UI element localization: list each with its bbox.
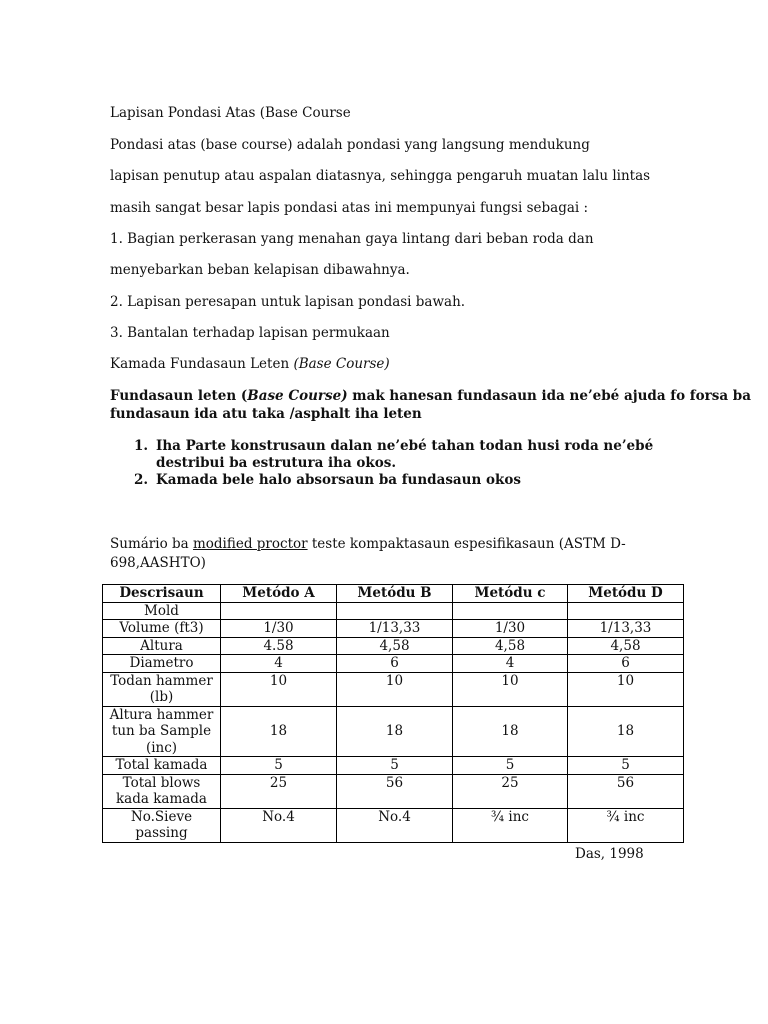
paragraph-line: 2. Lapisan peresapan untuk lapisan pondasi bawah. [110,294,466,310]
table-cell: 10 [337,672,453,706]
table-cell: 25 [221,774,337,808]
list-item [134,438,694,472]
table-cell: 18 [337,706,453,757]
bold-paragraph-line-1 [110,388,751,404]
table-cell: 56 [337,774,453,808]
table-cell: Todan hammer (lb) [103,672,221,706]
table-cell: ¾ inc [568,808,684,842]
bold-para-pre: Fundasaun leten ( [110,388,248,404]
paragraph-line: 3. Bantalan terhadap lapisan permukaan [110,325,390,341]
paragraph-line: menyebarkan beban kelapisan dibawahnya. [110,262,410,278]
table-cell: 5 [568,757,684,775]
table-cell: 10 [453,672,568,706]
table-cell: 4,58 [453,637,568,655]
table-cell: 6 [568,655,684,673]
source-citation: Das, 1998 [575,846,644,862]
paragraph-line: lapisan penutup atau aspalan diatasnya, sehingga pengaruh muatan lalu lintas [110,168,651,184]
table-cell: 1/30 [221,620,337,638]
table-cell [453,602,568,620]
table-cell: Altura [103,637,221,655]
table-cell: No.Sieve passing [103,808,221,842]
table-cell: 4,58 [568,637,684,655]
bold-para-rest: mak hanesan fundasaun ida ne’ebé ajuda fo forsa ba [347,388,751,404]
summary-post: teste kompaktasaun espesifikasaun (ASTM D- [307,536,626,552]
table-row [103,706,684,757]
table-cell [221,602,337,620]
tetum-heading [110,356,390,372]
table-row [103,637,684,655]
table-cell: 1/30 [453,620,568,638]
table-cell: No.4 [337,808,453,842]
table-cell: 6 [337,655,453,673]
table-cell: 1/13,33 [337,620,453,638]
paragraph-line: masih sangat besar lapis pondasi atas ini mempunyai fungsi sebagai : [110,200,589,216]
table-cell: 18 [568,706,684,757]
table-cell: Diametro [103,655,221,673]
proctor-test-table [102,584,684,843]
table-cell: 4 [453,655,568,673]
table-header-cell: Metódo A [221,585,337,603]
table-cell: 5 [453,757,568,775]
table-cell: 4.58 [221,637,337,655]
table-header-cell: Metódu B [337,585,453,603]
table-cell: Altura hammer tun ba Sample (inc) [103,706,221,757]
list-item-text: Kamada bele halo absorsaun ba fundasaun okos [156,472,521,488]
table-cell: 25 [453,774,568,808]
numbered-list [134,438,694,489]
table-cell: Total kamada [103,757,221,775]
table-cell: No.4 [221,808,337,842]
table-row [103,757,684,775]
table-row [103,672,684,706]
table-cell: 18 [453,706,568,757]
table-cell: 4,58 [337,637,453,655]
table-row [103,655,684,673]
bold-paragraph-line-2: fundasaun ida atu taka /asphalt iha leten [110,406,422,422]
list-item [134,472,694,489]
bold-para-italic: Base Course) [247,388,348,404]
table-header-row [103,585,684,603]
table-cell: 10 [221,672,337,706]
table-cell: 18 [221,706,337,757]
list-item-text: Iha Parte konstrusaun dalan ne’ebé tahan todan husi roda ne’ebé destribui ba estrutura iha okos. [156,438,654,471]
document-heading: Lapisan Pondasi Atas (Base Course [110,105,351,121]
paragraph-line: 1. Bagian perkerasan yang menahan gaya lintang dari beban roda dan [110,231,594,247]
summary-pre: Sumário ba [110,536,193,552]
table-header-cell: Metódu D [568,585,684,603]
list-item-number: 2. [134,472,149,488]
table-cell: 1/13,33 [568,620,684,638]
table-cell: Mold [103,602,221,620]
table-cell: Total blows kada kamada [103,774,221,808]
table-cell: 5 [221,757,337,775]
table-cell: 4 [221,655,337,673]
table-cell: ¾ inc [453,808,568,842]
paragraph-line: Pondasi atas (base course) adalah pondasi yang langsung mendukung [110,137,590,153]
table-row [103,808,684,842]
table-cell: 56 [568,774,684,808]
table-header-cell: Descrisaun [103,585,221,603]
table-header-cell: Metódu c [453,585,568,603]
table-row [103,774,684,808]
list-item-number: 1. [134,438,149,454]
table-cell: 10 [568,672,684,706]
summary-line-1 [110,536,626,552]
tetum-heading-text: Kamada Fundasaun Leten [110,356,294,372]
table-cell: Volume (ft3) [103,620,221,638]
table-cell [337,602,453,620]
table-row [103,620,684,638]
table-cell [568,602,684,620]
summary-line-2: 698,AASHTO) [110,555,206,571]
table-row [103,602,684,620]
table-cell: 5 [337,757,453,775]
summary-underlined: modified proctor [192,536,308,552]
tetum-heading-italic: (Base Course) [293,356,390,372]
